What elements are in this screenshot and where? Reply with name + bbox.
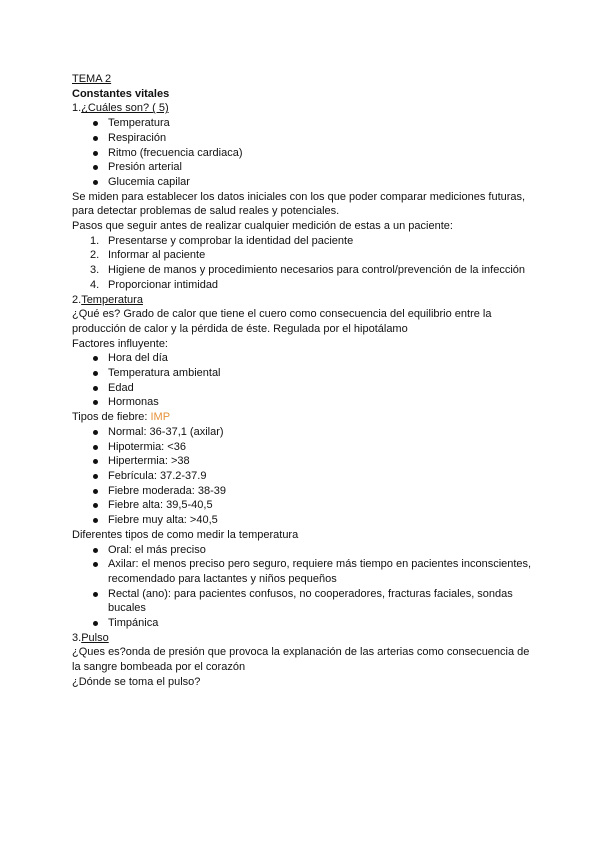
topic-subtitle: Constantes vitales xyxy=(72,87,170,100)
factors-list xyxy=(72,351,532,410)
list-item: Respiración xyxy=(72,131,532,146)
methods-list xyxy=(72,543,532,631)
list-item: Fiebre moderada: 38-39 xyxy=(72,484,532,499)
list-item: 2. Informar al paciente xyxy=(90,249,206,262)
list-item: Temperatura xyxy=(72,116,532,131)
list-item: Hipertermia: >38 xyxy=(72,454,532,469)
fever-types-list xyxy=(72,425,532,528)
list-item: Normal: 36-37,1 (axilar) xyxy=(72,425,532,440)
list-item: Fiebre alta: 39,5-40,5 xyxy=(72,498,532,513)
section-1-heading: 1.¿Cuáles son? ( 5) xyxy=(72,102,169,115)
document-body xyxy=(72,72,532,690)
list-item: Fiebre muy alta: >40,5 xyxy=(72,513,532,528)
vital-signs-list xyxy=(72,116,532,190)
imp-tag: IMP xyxy=(150,411,171,424)
list-item: Oral: el más preciso xyxy=(72,543,532,558)
section-2-heading: 2.Temperatura xyxy=(72,293,143,306)
list-item: Hora del día xyxy=(72,351,532,366)
list-item: 3. Higiene de manos y procedimiento necesarios para control/prevención de la infección xyxy=(90,264,526,277)
paragraph: Se miden para establecer los datos iniciales con los que poder comparar mediciones futuras, para detectar problemas de salud reales y potenciales. xyxy=(72,190,526,218)
list-item: Hormonas xyxy=(72,395,532,410)
list-item: Presión arterial xyxy=(72,160,532,175)
methods-label: Diferentes tipos de como medir la temperatura xyxy=(72,528,299,541)
list-item: Ritmo (frecuencia cardiaca) xyxy=(72,146,532,161)
list-item: Febrícula: 37.2-37.9 xyxy=(72,469,532,484)
pulse-question: ¿Dónde se toma el pulso? xyxy=(72,675,201,688)
list-item: Glucemia capilar xyxy=(72,175,532,190)
steps-list xyxy=(72,234,532,293)
list-item: Edad xyxy=(72,381,532,396)
list-item: 4. Proporcionar intimidad xyxy=(90,278,219,291)
paragraph: Pasos que seguir antes de realizar cualquier medición de estas a un paciente: xyxy=(72,220,453,233)
factors-label: Factores influyente: xyxy=(72,337,168,350)
fever-types-label: Tipos de fiebre: IMP xyxy=(72,411,171,424)
list-item: Hipotermia: <36 xyxy=(72,440,532,455)
topic-title: TEMA 2 xyxy=(72,73,112,85)
list-item: Axilar: el menos preciso pero seguro, requiere más tiempo en pacientes inconscientes, recomendado para lactantes y niños pequeños xyxy=(72,557,532,586)
list-item: Temperatura ambiental xyxy=(72,366,532,381)
section-3-heading: 3.Pulso xyxy=(72,631,109,644)
list-item: Timpánica xyxy=(72,616,532,631)
paragraph: ¿Ques es?onda de presión que provoca la explanación de las arterias como consecuencia de la sangre bombeada por el corazón xyxy=(72,646,530,674)
list-item: Rectal (ano): para pacientes confusos, no cooperadores, fracturas faciales, sondas bucales xyxy=(72,587,532,616)
paragraph: ¿Qué es? Grado de calor que tiene el cuero como consecuencia del equilibrio entre la producción de calor y la pérdida de éste. Regulada por el hipotálamo xyxy=(72,308,492,335)
list-item: 1. Presentarse y comprobar la identidad del paciente xyxy=(90,234,354,247)
